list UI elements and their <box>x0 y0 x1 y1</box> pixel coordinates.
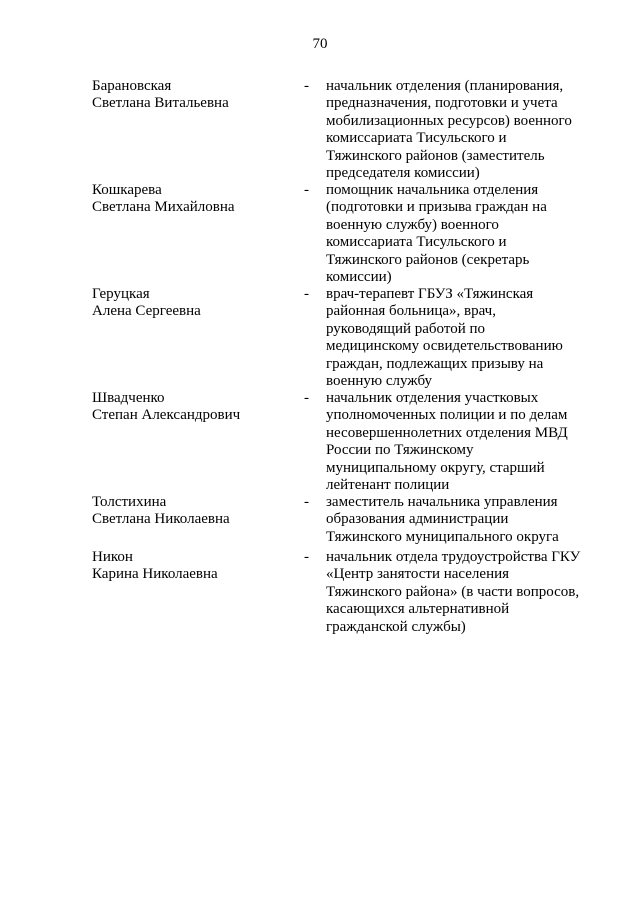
member-name <box>92 182 292 217</box>
member-name <box>92 286 292 321</box>
role-line: врач-терапевт ГБУЗ «Тяжинская <box>326 286 534 302</box>
member-entry <box>0 494 640 549</box>
member-role <box>326 390 588 494</box>
member-dash: - <box>304 182 309 198</box>
role-line: несовершеннолетних отделения МВД <box>326 424 568 441</box>
member-given-names: Алена Сергеевна <box>92 303 201 320</box>
role-line: военную службу <box>326 373 433 390</box>
member-surname: Никон <box>92 549 133 565</box>
role-line: уполномоченных полиции и по делам <box>326 407 568 424</box>
role-line: Тяжинского районов (заместитель <box>326 147 545 164</box>
member-role <box>326 549 588 636</box>
role-line: комиссариата Тисульского и <box>326 234 507 251</box>
member-entry <box>0 182 640 286</box>
role-line: комиссии) <box>326 269 392 286</box>
member-surname: Барановская <box>92 78 172 94</box>
role-line: России по Тяжинскому <box>326 442 474 459</box>
role-line: образования администрации <box>326 511 509 528</box>
role-line: начальник отдела трудоустройства ГКУ <box>326 549 581 565</box>
member-name <box>92 549 292 584</box>
member-dash: - <box>304 494 309 510</box>
role-line: начальник отделения (планирования, <box>326 78 564 94</box>
role-line: военную службу) военного <box>326 216 499 233</box>
role-line: Тяжинского района» (в части вопросов, <box>326 583 580 600</box>
member-surname: Кошкарева <box>92 182 162 198</box>
member-given-names: Степан Александрович <box>92 407 241 424</box>
role-line: районная больница», врач, <box>326 303 496 320</box>
member-dash: - <box>304 549 309 565</box>
role-line: комиссариата Тисульского и <box>326 130 507 147</box>
role-line: заместитель начальника управления <box>326 494 558 510</box>
role-line: Тяжинского районов (секретарь <box>326 251 530 268</box>
member-role <box>326 78 588 182</box>
role-line: муниципальному округу, старший <box>326 459 545 476</box>
member-dash: - <box>304 78 309 94</box>
role-line: предназначения, подготовки и учета <box>326 95 558 112</box>
member-dash: - <box>304 286 309 302</box>
role-line: руководящий работой по <box>326 320 486 337</box>
role-line: начальник отделения участковых <box>326 390 539 406</box>
role-line: (подготовки и призыва граждан на <box>326 199 547 216</box>
member-role <box>326 494 588 546</box>
role-line: гражданской службы) <box>326 618 466 635</box>
member-entry <box>0 549 640 637</box>
member-role <box>326 182 588 286</box>
member-given-names: Карина Николаевна <box>92 566 218 583</box>
member-entry <box>0 286 640 390</box>
member-surname: Геруцкая <box>92 286 150 302</box>
member-surname: Толстихина <box>92 494 167 510</box>
role-line: «Центр занятости населения <box>326 566 510 583</box>
role-line: лейтенант полиции <box>326 477 450 494</box>
role-line: касающихся альтернативной <box>326 601 510 618</box>
member-given-names: Светлана Николаевна <box>92 511 230 528</box>
page-number: 70 <box>312 36 328 52</box>
role-line: медицинскому освидетельствованию <box>326 338 563 355</box>
member-name <box>92 494 292 529</box>
member-given-names: Светлана Михайловна <box>92 199 235 216</box>
member-dash: - <box>304 390 309 406</box>
member-name <box>92 78 292 113</box>
member-surname: Швадченко <box>92 390 165 406</box>
member-entry <box>0 78 640 182</box>
member-role <box>326 286 588 390</box>
commission-members-list <box>0 78 640 637</box>
member-entry <box>0 390 640 494</box>
role-line: мобилизационных ресурсов) военного <box>326 112 572 129</box>
role-line: председателя комиссии) <box>326 165 480 182</box>
member-given-names: Светлана Витальевна <box>92 95 229 112</box>
role-line: граждан, подлежащих призыву на <box>326 355 544 372</box>
role-line: помощник начальника отделения <box>326 182 539 198</box>
role-line: Тяжинского муниципального округа <box>326 528 559 545</box>
member-name <box>92 390 292 425</box>
